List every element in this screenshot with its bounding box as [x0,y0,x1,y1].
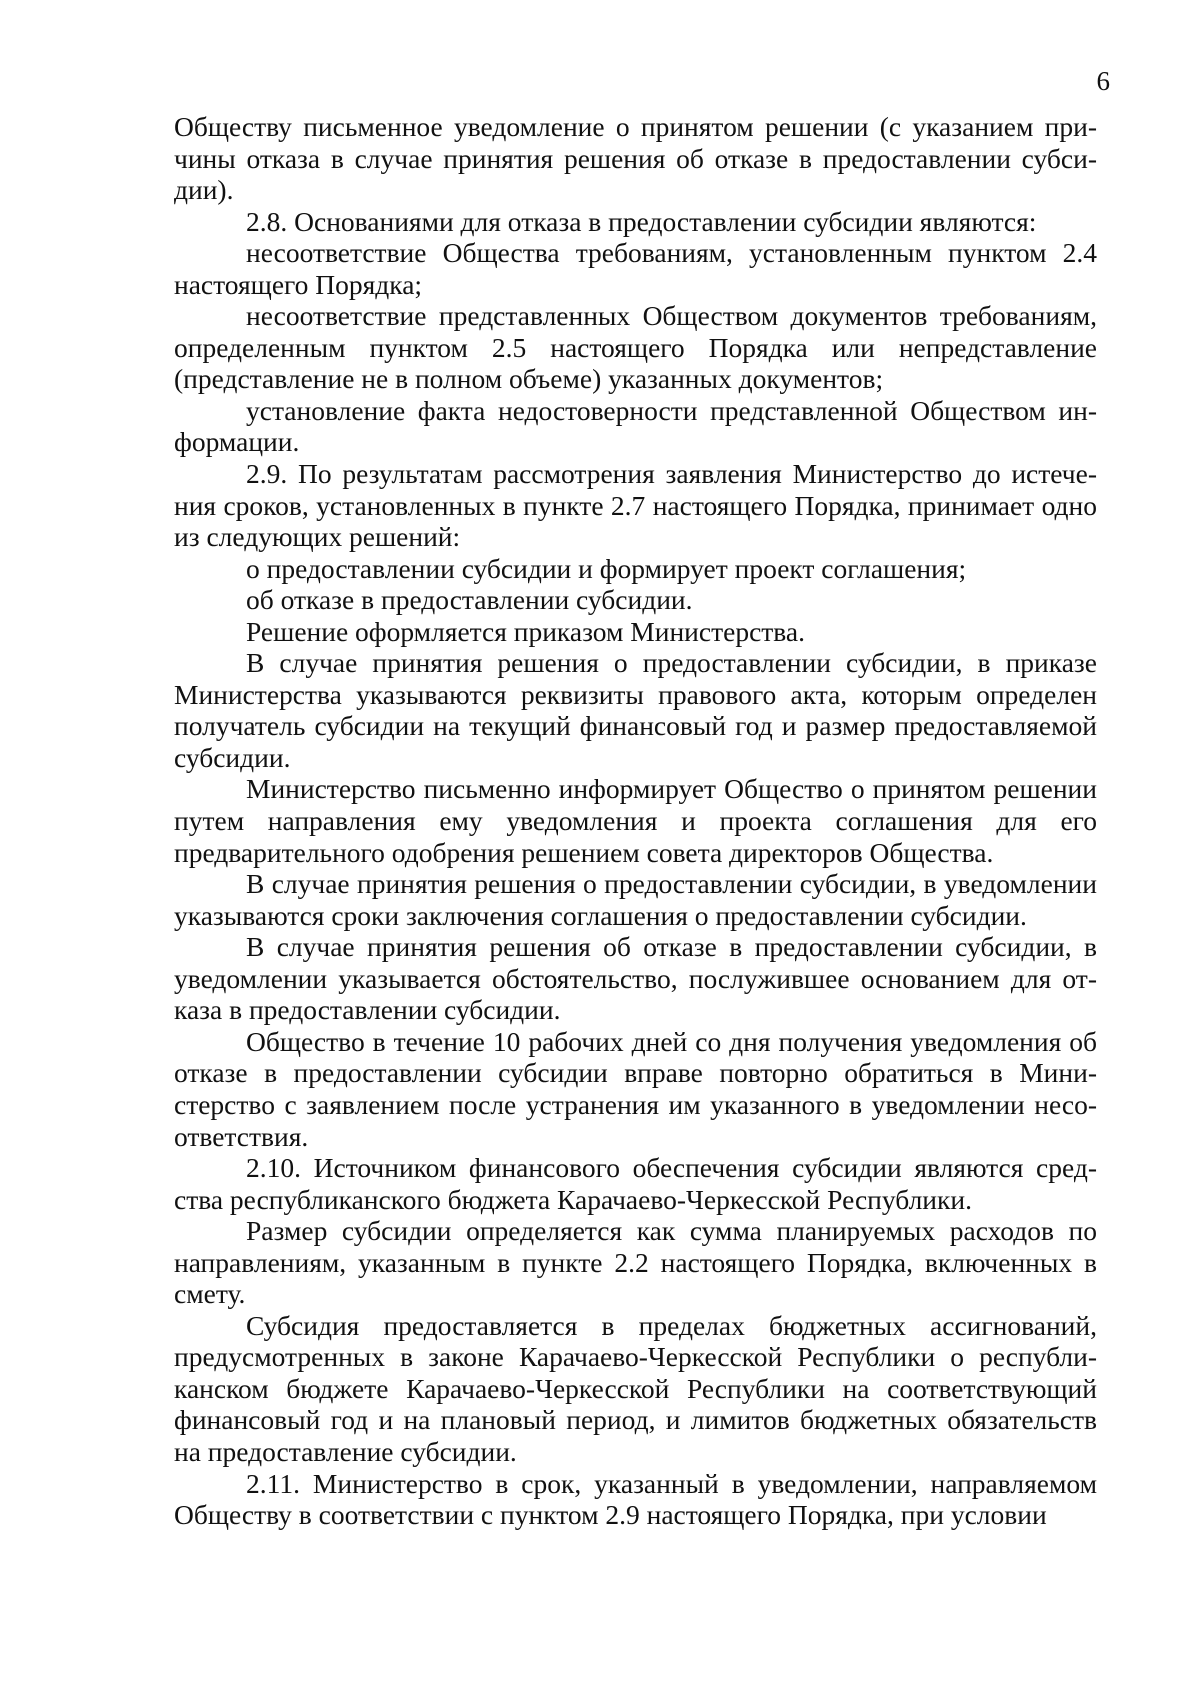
paragraph-notification: Министерство письменно информирует Общество о принятом решении путем направления ему уведомления и проекта соглашения для его предварительного одобрения решением совета директоров Общества. [174,773,1097,868]
paragraph-2-9: 2.9. По результатам рассмотрения заявления Министерство до истечения сроков, установленных в пункте 2.7 настоящего Порядка, принимает одно из следующих решений: [174,458,1097,553]
paragraph-2-10: 2.10. Источником финансового обеспечения субсидии являются средства республиканского бюджета Карачаево-Черкесской Республики. [174,1152,1097,1215]
paragraph-decision-order: Решение оформляется приказом Министерства. [246,615,805,647]
paragraph-continuation: Обществу письменное уведомление о принятом решении (с указанием причины отказа в случае принятия решения об отказе в предоставлении субсидии). [174,111,1097,206]
paragraph-notification-terms: В случае принятия решения о предоставлении субсидии, в уведомлении указываются сроки заключения соглашения о предоставлении субсидии. [174,868,1097,931]
paragraph-subsidy-amount: Размер субсидии определяется как сумма планируемых расходов по направлениям, указанным в пункте 2.2 настоящего Порядка, включенных в смету. [174,1215,1097,1310]
paragraph-refusal-notice: В случае принятия решения об отказе в предоставлении субсидии, в уведомлении указывается обстоятельство, послужившее основанием для отказа в предоставлении субсидии. [174,931,1097,1026]
paragraph-ground-documents: несоответствие представленных Обществом документов требованиям, определенным пунктом 2.5 настоящего Порядка или непредставление (представление не в полном объеме) указанных документов; [174,300,1097,395]
paragraph-order-details: В случае принятия решения о предоставлении субсидии, в приказе Министерства указываются реквизиты правового акта, которым определен получатель субсидии на текущий финансовый год и размер предоставляемой субсидии. [174,647,1097,773]
paragraph-ground-requirements: несоответствие Общества требованиям, установленным пунктом 2.4 настоящего Порядка; [174,237,1097,300]
paragraph-2-11: 2.11. Министерство в срок, указанный в уведомлении, направляемом Обществу в соответствии с пунктом 2.9 настоящего Порядка, при условии [174,1467,1097,1531]
paragraph-2-8: 2.8. Основаниями для отказа в предоставлении субсидии являются: [246,205,1037,237]
paragraph-reapply: Общество в течение 10 рабочих дней со дня получения уведомления об отказе в предоставлении субсидии вправе повторно обратиться в Министерство с заявлением после устранения им указанного в уведомлении несоответствия. [174,1025,1097,1152]
document-body [174,111,1097,1531]
page-number: 6 [1096,66,1110,96]
paragraph-subsidy-limits: Субсидия предоставляется в пределах бюджетных ассигнований, предусмотренных в законе Карачаево-Черкесской Республики о республиканском бюджете Карачаево-Черкесской Республики на соответствующий финансовый год и на плановый период, и лимитов бюджетных обязательств на предоставление субсидии. [174,1309,1097,1467]
paragraph-decision-refuse: об отказе в предоставлении субсидии. [246,584,693,616]
paragraph-ground-false-info: установление факта недостоверности представленной Обществом информации. [174,394,1097,458]
paragraph-decision-grant: о предоставлении субсидии и формирует проект соглашения; [246,552,967,584]
